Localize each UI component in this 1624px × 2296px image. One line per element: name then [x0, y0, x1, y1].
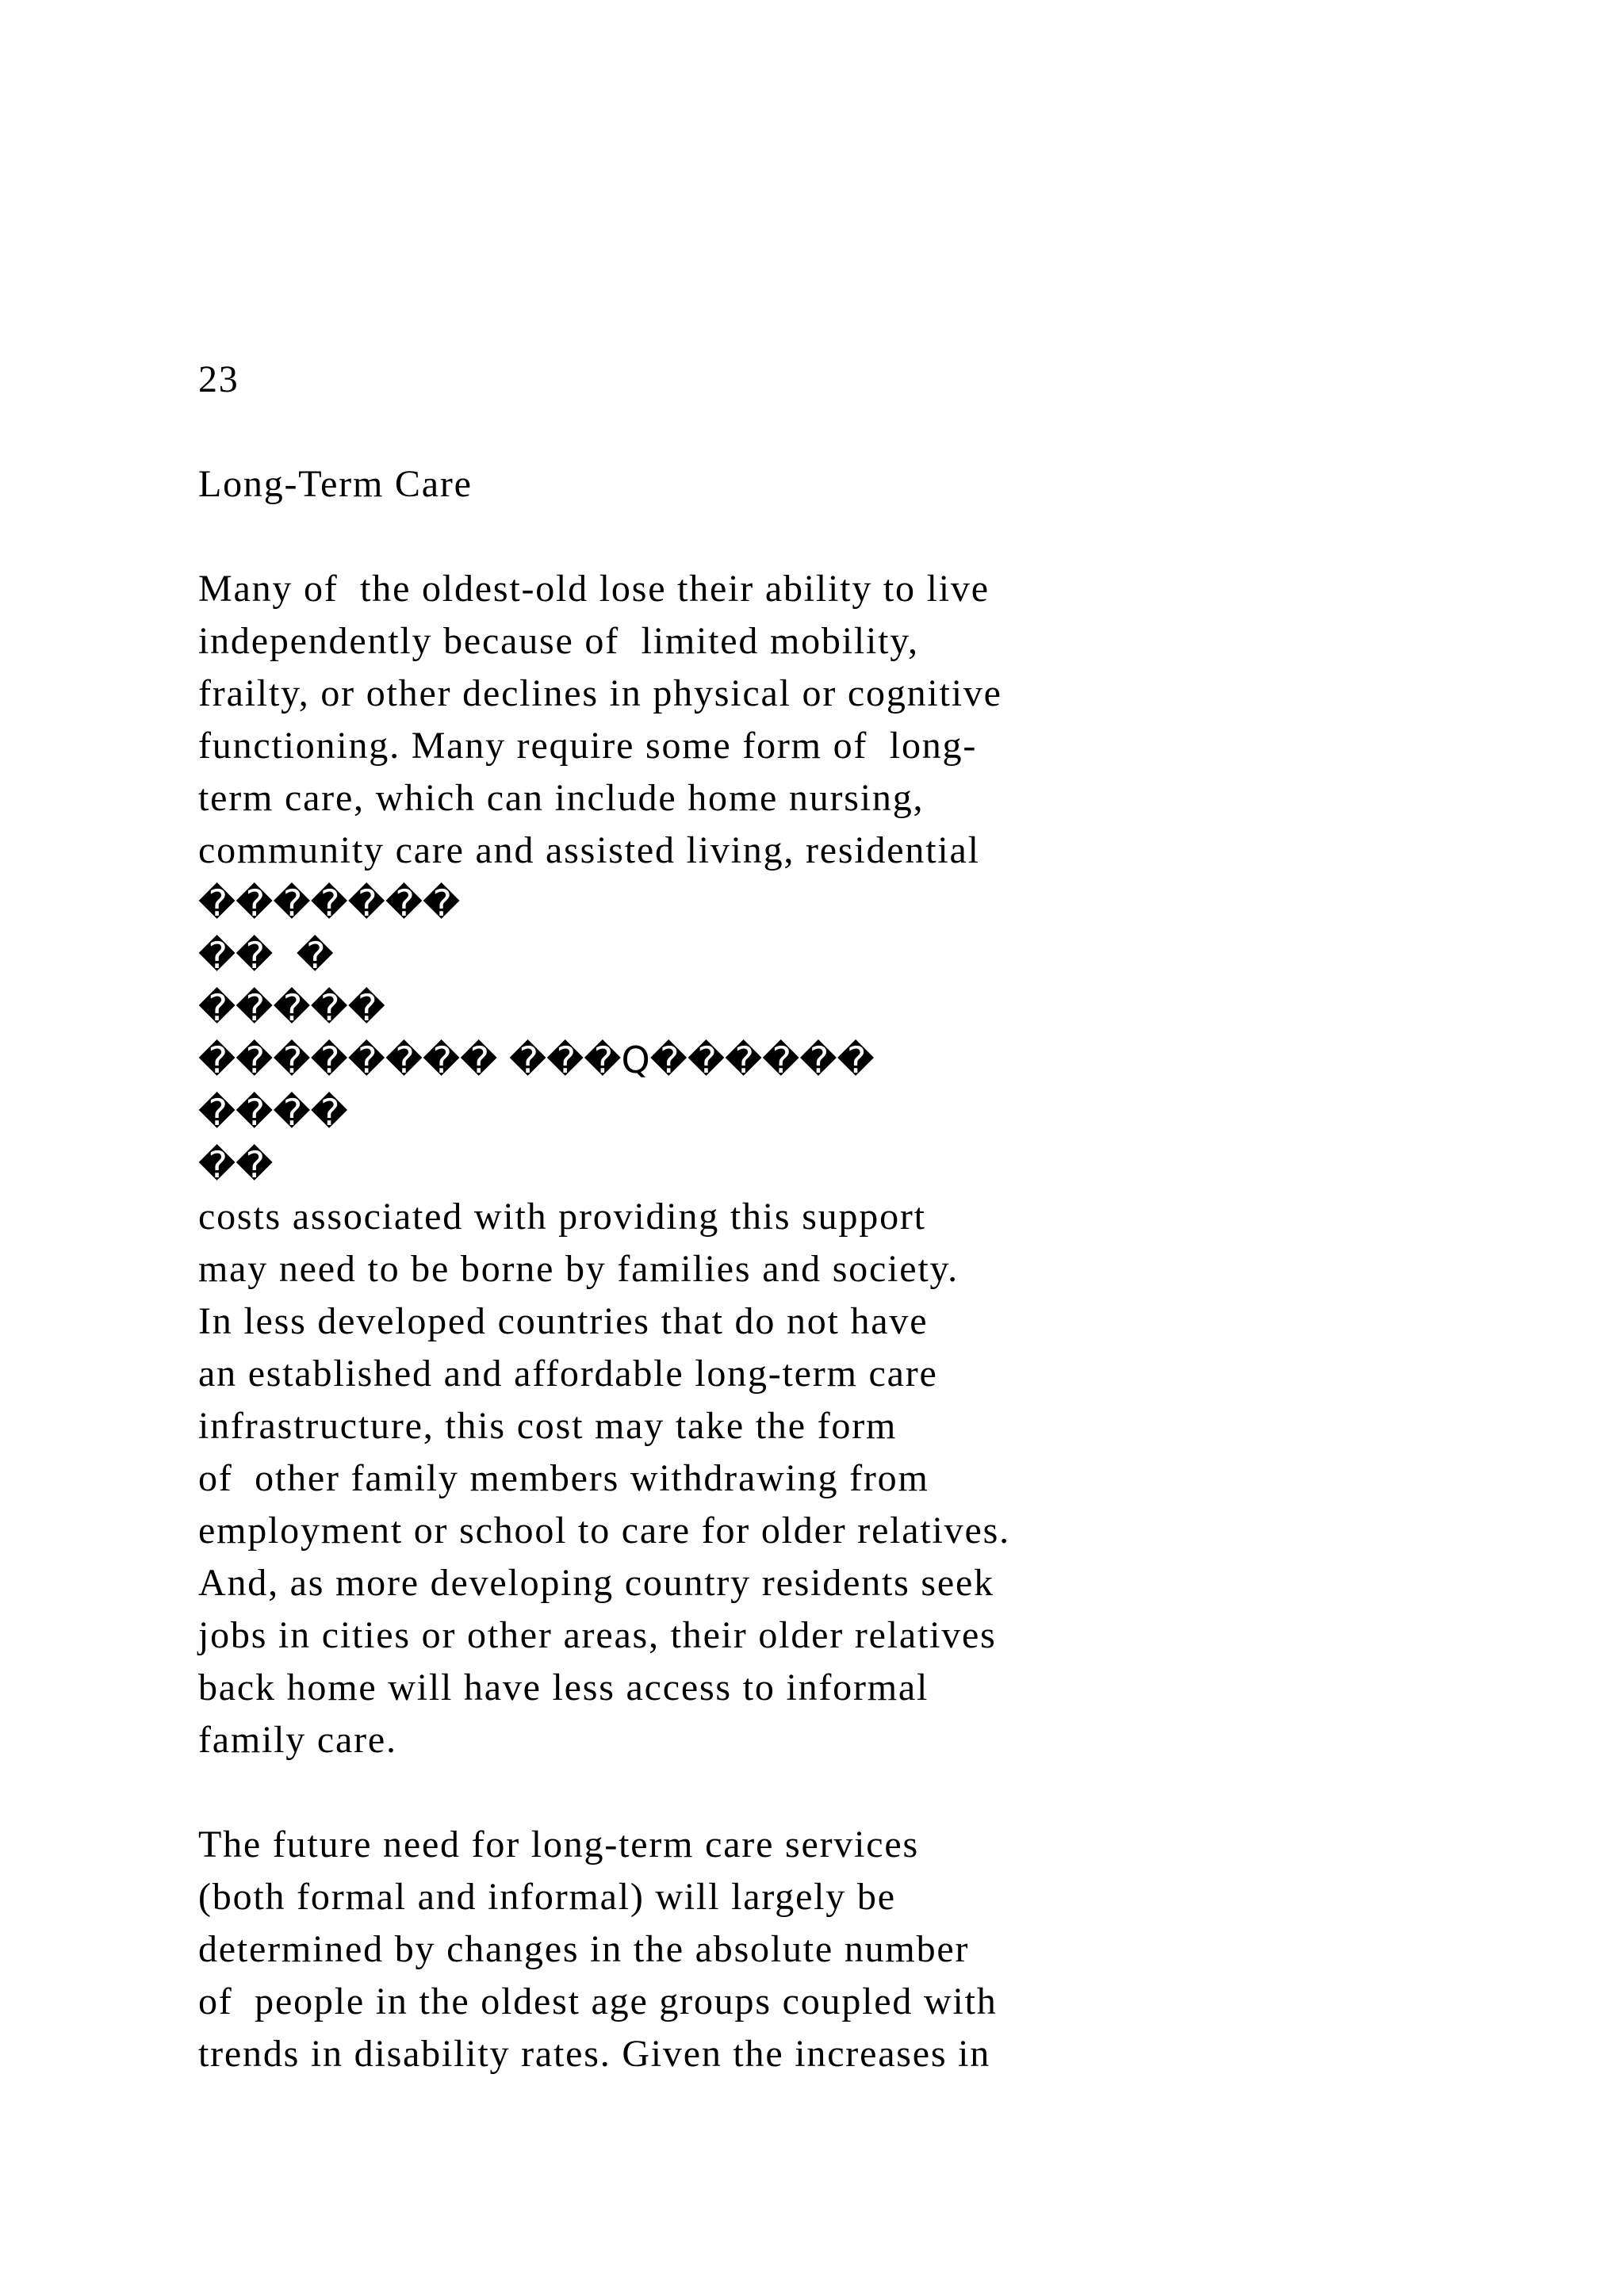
- spacer: [198, 1766, 1507, 1819]
- paragraph-line: of other family members withdrawing from: [198, 1457, 929, 1499]
- paragraph-line: term care, which can include home nursing,: [198, 777, 925, 819]
- spacer: [198, 406, 1507, 458]
- paragraph-line: of people in the oldest age groups coupled with: [198, 1980, 998, 2022]
- paragraph-line: (both formal and informal) will largely be: [198, 1876, 896, 1918]
- paragraph-line: In less developed countries that do not have: [198, 1300, 929, 1342]
- garbled-text-line: �������: [198, 882, 461, 924]
- paragraph-line: jobs in cities or other areas, their older relatives: [198, 1614, 997, 1656]
- paragraph-line: functioning. Many require some form of long-: [198, 725, 978, 767]
- garbled-text-line: �����: [198, 986, 385, 1029]
- paragraph-line: And, as more developing country residents seek: [198, 1562, 994, 1604]
- garbled-text-line: ����: [198, 1091, 348, 1134]
- paragraph-line: The future need for long-term care services: [198, 1823, 919, 1866]
- paragraph-line: employment or school to care for older relatives.: [198, 1510, 1010, 1552]
- paragraph-line: costs associated with providing this support: [198, 1196, 926, 1238]
- section-title: Long-Term Care: [198, 463, 473, 505]
- paragraph-line: community care and assisted living, residential: [198, 829, 980, 871]
- page-number: 23: [198, 358, 239, 400]
- document-body: [198, 354, 1507, 2080]
- paragraph-line: frailty, or other declines in physical or cognitive: [198, 672, 1002, 714]
- garbled-text-line: ��: [198, 1143, 274, 1186]
- paragraph-line: independently because of limited mobility,: [198, 620, 919, 662]
- paragraph-line: may need to be borne by families and society.: [198, 1248, 959, 1290]
- garbled-text-line: �������� ���Q������: [198, 1039, 875, 1081]
- paragraph-line: back home will have less access to informal: [198, 1667, 929, 1709]
- paragraph-line: determined by changes in the absolute number: [198, 1928, 970, 1970]
- paragraph-line: Many of the oldest-old lose their ability to live: [198, 568, 990, 610]
- paragraph-line: an established and affordable long-term care: [198, 1353, 938, 1395]
- spacer: [198, 511, 1507, 563]
- paragraph-line: infrastructure, this cost may take the form: [198, 1405, 898, 1447]
- paragraph-line: family care.: [198, 1719, 397, 1761]
- garbled-text-line: �� �: [198, 934, 334, 977]
- paragraph-line: trends in disability rates. Given the increases in: [198, 2033, 991, 2075]
